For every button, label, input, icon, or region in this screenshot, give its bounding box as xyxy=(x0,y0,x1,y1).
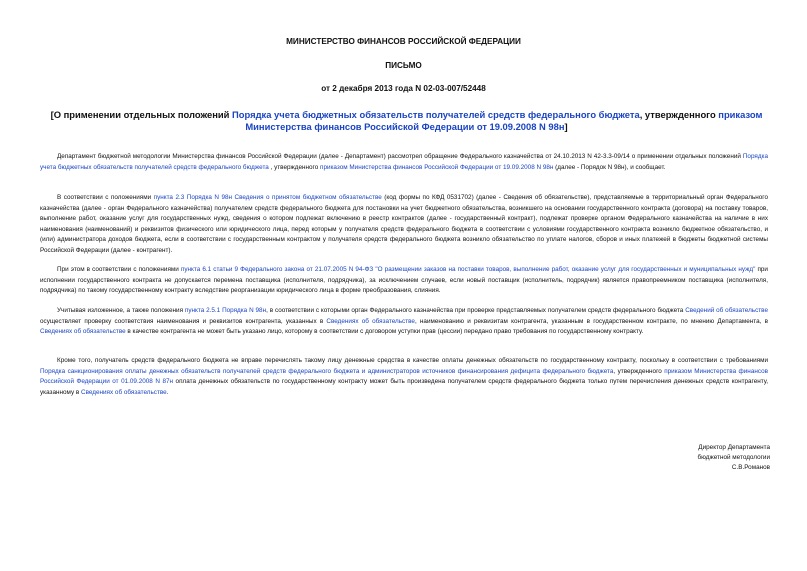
paragraph-1 xyxy=(40,152,768,173)
link-procedure-98n[interactable]: Порядка учета бюджетных обязательств получателей средств федерального бюджета xyxy=(40,153,768,171)
paragraph-text: Кроме того, получатель средств федерального бюджета не вправе перечислять такому лицу денежные средства в качестве оплаты денежных обязательств по государственному контракту, поскольку в соответствии с требованиями xyxy=(57,357,768,364)
link-obligation-info[interactable]: Сведениях об обязательстве xyxy=(326,317,415,325)
link-obligation-info[interactable]: Сведениях об обязательстве xyxy=(40,328,126,336)
paragraph-text: , в соответствии с которыми орган Федерального казначейства при проверке представляемых получателем средств федерального бюджета xyxy=(266,307,686,314)
paragraph-text: Учитывая изложенное, а также положения xyxy=(57,307,185,314)
signature-name: С.В.Романов xyxy=(731,464,770,471)
document-subject xyxy=(40,109,773,133)
paragraph-text: , утвержденного xyxy=(613,367,665,375)
paragraph-4 xyxy=(40,306,768,338)
link-obligation-form[interactable]: Сведения о принятом бюджетном обязательстве xyxy=(234,194,382,201)
document-date-number: от 2 декабря 2013 года N 02-03-007/52448 xyxy=(321,84,486,93)
paragraph-text: В соответствии с положениями xyxy=(57,194,154,201)
paragraph-text: , наименованию и реквизитам контрагента, указанным в государственном контракте, по мнению Департамента, в xyxy=(414,317,769,325)
paragraph-text: при исполнении государственного контракта не допускается перемена поставщика (исполнителя, подрядчика), за исключением случаев, если новый поставщик (исполнитель, подрядчик) является правопреемником поставщика (исполнителя, подрядчика) по такому государственному контракту вследствие реорганизации юридического лица в форме преобразования, слияния. xyxy=(40,266,768,295)
paragraph-text: (код формы по КФД 0531702) (далее - Сведения об обязательстве), представляемые в территориальный орган Федерального казначейства (далее - орган Федерального казначейства) получателем средств федерального бюджета для постановки на учет бюджетного обязательства, возникшего на основании государственного контракта (договора) на поставку товаров, выполнение работ, оказание услуг для государственных нужд, сведения о котором подлежат включению в реестр контрактов (далее - государственный контракт), подлежат проверке органом Федерального казначейства на наличие в них наименования (наименований) и реквизитов физического или юридического лица, перед которым у получателя средств федерального бюджета в соответствии с условиями государственного контракта возникло бюджетное обязательство, и (или) администратора доходов бюджета, если в соответствии с государственным контрактом у получателя средств федерального бюджета возникло обязательство по уплате налогов, сборов и иных платежей в бюджеты бюджетной системы Российской Федерации (далее - контрагент). xyxy=(40,194,768,254)
paragraph-5 xyxy=(40,356,768,398)
paragraph-text: в качестве контрагента не может быть указано лицо, которому в соответствии с договором уступки прав (цессии) передано право требования по государственному контракту. xyxy=(125,328,644,336)
paragraph-text: (далее - Порядок N 98н), и сообщает. xyxy=(553,163,666,171)
link-order-98n[interactable]: приказом Министерства финансов Российской Федерации от 19.09.2008 N 98н xyxy=(320,163,554,171)
paragraph-text: При этом в соответствии с положениями xyxy=(57,266,181,273)
link-sanction-procedure[interactable]: Порядка санкционирования оплаты денежных обязательств получателей средств федерального бюджета и администраторов источников финансирования дефицита федерального бюджета xyxy=(40,367,614,375)
paragraph-text: осуществляет проверку соответствия наименования и реквизитов контрагента, указанных в xyxy=(40,317,327,325)
link-order-87n[interactable]: приказом Министерства финансов Российской Федерации от 01.09.2008 N 87н xyxy=(40,367,768,386)
subject-text: [О применении отдельных положений xyxy=(50,109,233,120)
paragraph-text: , утвержденного xyxy=(268,163,321,171)
signature-title-line-2: бюджетной методологии xyxy=(697,454,770,461)
link-obligation-info[interactable]: Сведениях об обязательстве xyxy=(81,388,167,396)
link-item-2-5-1[interactable]: пункта 2.5.1 Порядка N 98н xyxy=(184,307,267,314)
paragraph-text: Департамент бюджетной методологии Министерства финансов Российской Федерации (далее - Департамент) рассмотрел обращение Федерального казначейства от 24.10.2013 N 42-3.3-09/14 о применении отдельных положений xyxy=(57,153,743,160)
paragraph-2 xyxy=(40,193,768,257)
link-federal-law-94fz[interactable]: пункта 6.1 статьи 9 Федерального закона от 21.07.2005 N 94-ФЗ "О размещении заказов на поставки товаров, выполнение работ, оказание услуг для государственных и муниципальных нужд" xyxy=(180,266,756,273)
subject-text: ] xyxy=(564,121,568,132)
paragraph-text: оплата денежных обязательств по государственному контракту может быть произведена получателем средств федерального бюджета только путем перечисления денежных средств контрагенту, указанному в xyxy=(40,378,769,396)
subject-link-order[interactable]: приказом Министерства финансов Российской Федерации от 19.09.2008 N 98н xyxy=(245,109,763,132)
paragraph-text: . xyxy=(166,388,169,396)
link-item-2-3[interactable]: пункта 2.3 Порядка N 98н xyxy=(153,194,233,201)
paragraph-3 xyxy=(40,265,768,297)
document-type: ПИСЬМО xyxy=(385,61,422,70)
subject-link-procedure[interactable]: Порядка учета бюджетных обязательств получателей средств федерального бюджета xyxy=(232,109,640,120)
link-obligation-info[interactable]: Сведений об обязательстве xyxy=(685,307,768,314)
ministry-heading: МИНИСТЕРСТВО ФИНАНСОВ РОССИЙСКОЙ ФЕДЕРАЦИИ xyxy=(286,37,521,46)
subject-text: , утвержденного xyxy=(639,109,719,120)
signature-title-line-1: Директор Департамента xyxy=(698,444,770,451)
